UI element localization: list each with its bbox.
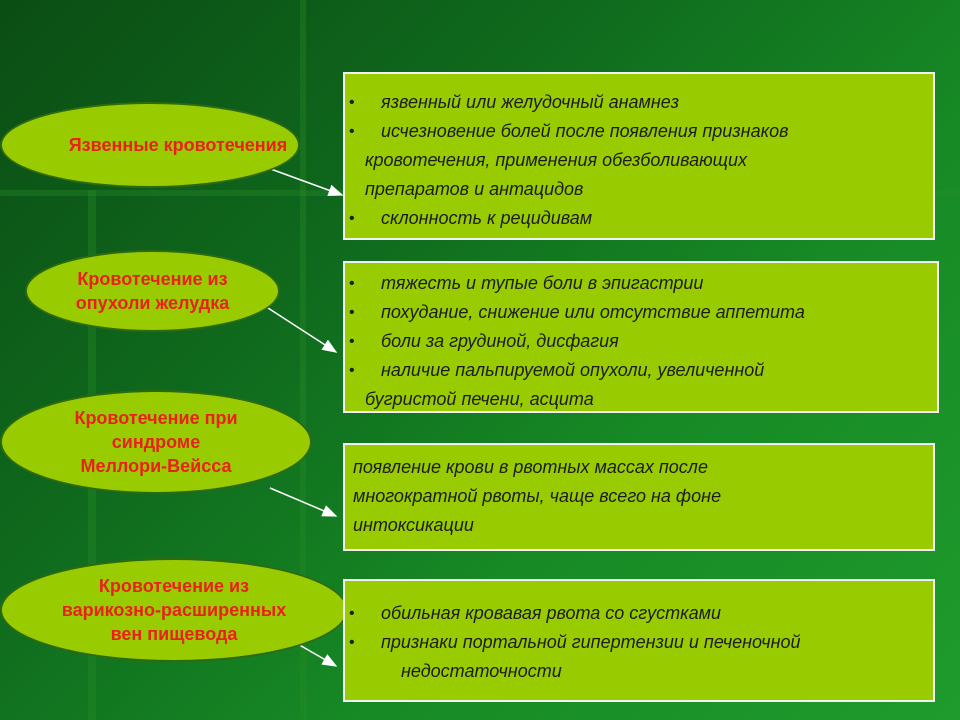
oval-varicose-veins: [0, 558, 348, 662]
box-tumor-bleeding: [343, 261, 939, 413]
list-item-continuation: препаратов и антацидов: [365, 179, 584, 199]
box-varicose-veins: [343, 579, 935, 702]
box-ulcer-bleeding: [343, 72, 935, 240]
list-item: • похудание, снижение или отсутствие аппетита: [349, 302, 805, 322]
paragraph-line: интоксикации: [353, 515, 474, 535]
list-item: • наличие пальпируемой опухоли, увеличенной: [349, 360, 765, 380]
list-item: • склонность к рецидивам: [349, 208, 593, 228]
oval-label: Кровотечение из варикозно-расширенных вен пищевода: [61, 576, 287, 644]
list-item: • исчезновение болей после появления признаков: [349, 121, 789, 141]
connector-arrow-1: [268, 168, 342, 195]
list-item: • обильная кровавая рвота со сгустками: [349, 603, 722, 623]
oval-ulcer-bleeding: [0, 102, 300, 188]
oval-mallory-weiss: [0, 390, 312, 494]
list-item: • тяжесть и тупые боли в эпигастрии: [349, 273, 704, 293]
connector-arrow-3: [270, 488, 336, 516]
list-item-continuation: недостаточности: [401, 661, 562, 681]
list-item: • язвенный или желудочный анамнез: [349, 92, 679, 112]
list-item-continuation: кровотечения, применения обезболивающих: [365, 150, 747, 170]
list-item-continuation: бугристой печени, асцита: [365, 389, 594, 409]
oval-label: Язвенные кровотечения: [68, 135, 288, 155]
list-item: • признаки портальной гипертензии и печеночной: [349, 632, 801, 652]
paragraph-line: многократной рвоты, чаще всего на фоне: [353, 486, 722, 506]
oval-tumor-bleeding: [25, 250, 280, 332]
list-item: • боли за грудиной, дисфагия: [349, 331, 619, 351]
oval-label: Кровотечение из опухоли желудка: [75, 269, 230, 313]
oval-label: Кровотечение при синдроме Меллори-Вейсса: [74, 408, 238, 476]
connector-arrow-2: [268, 308, 336, 352]
box-mallory-weiss: [343, 443, 935, 551]
box-paragraph: [345, 445, 933, 540]
paragraph-line: появление крови в рвотных массах после: [353, 457, 708, 477]
